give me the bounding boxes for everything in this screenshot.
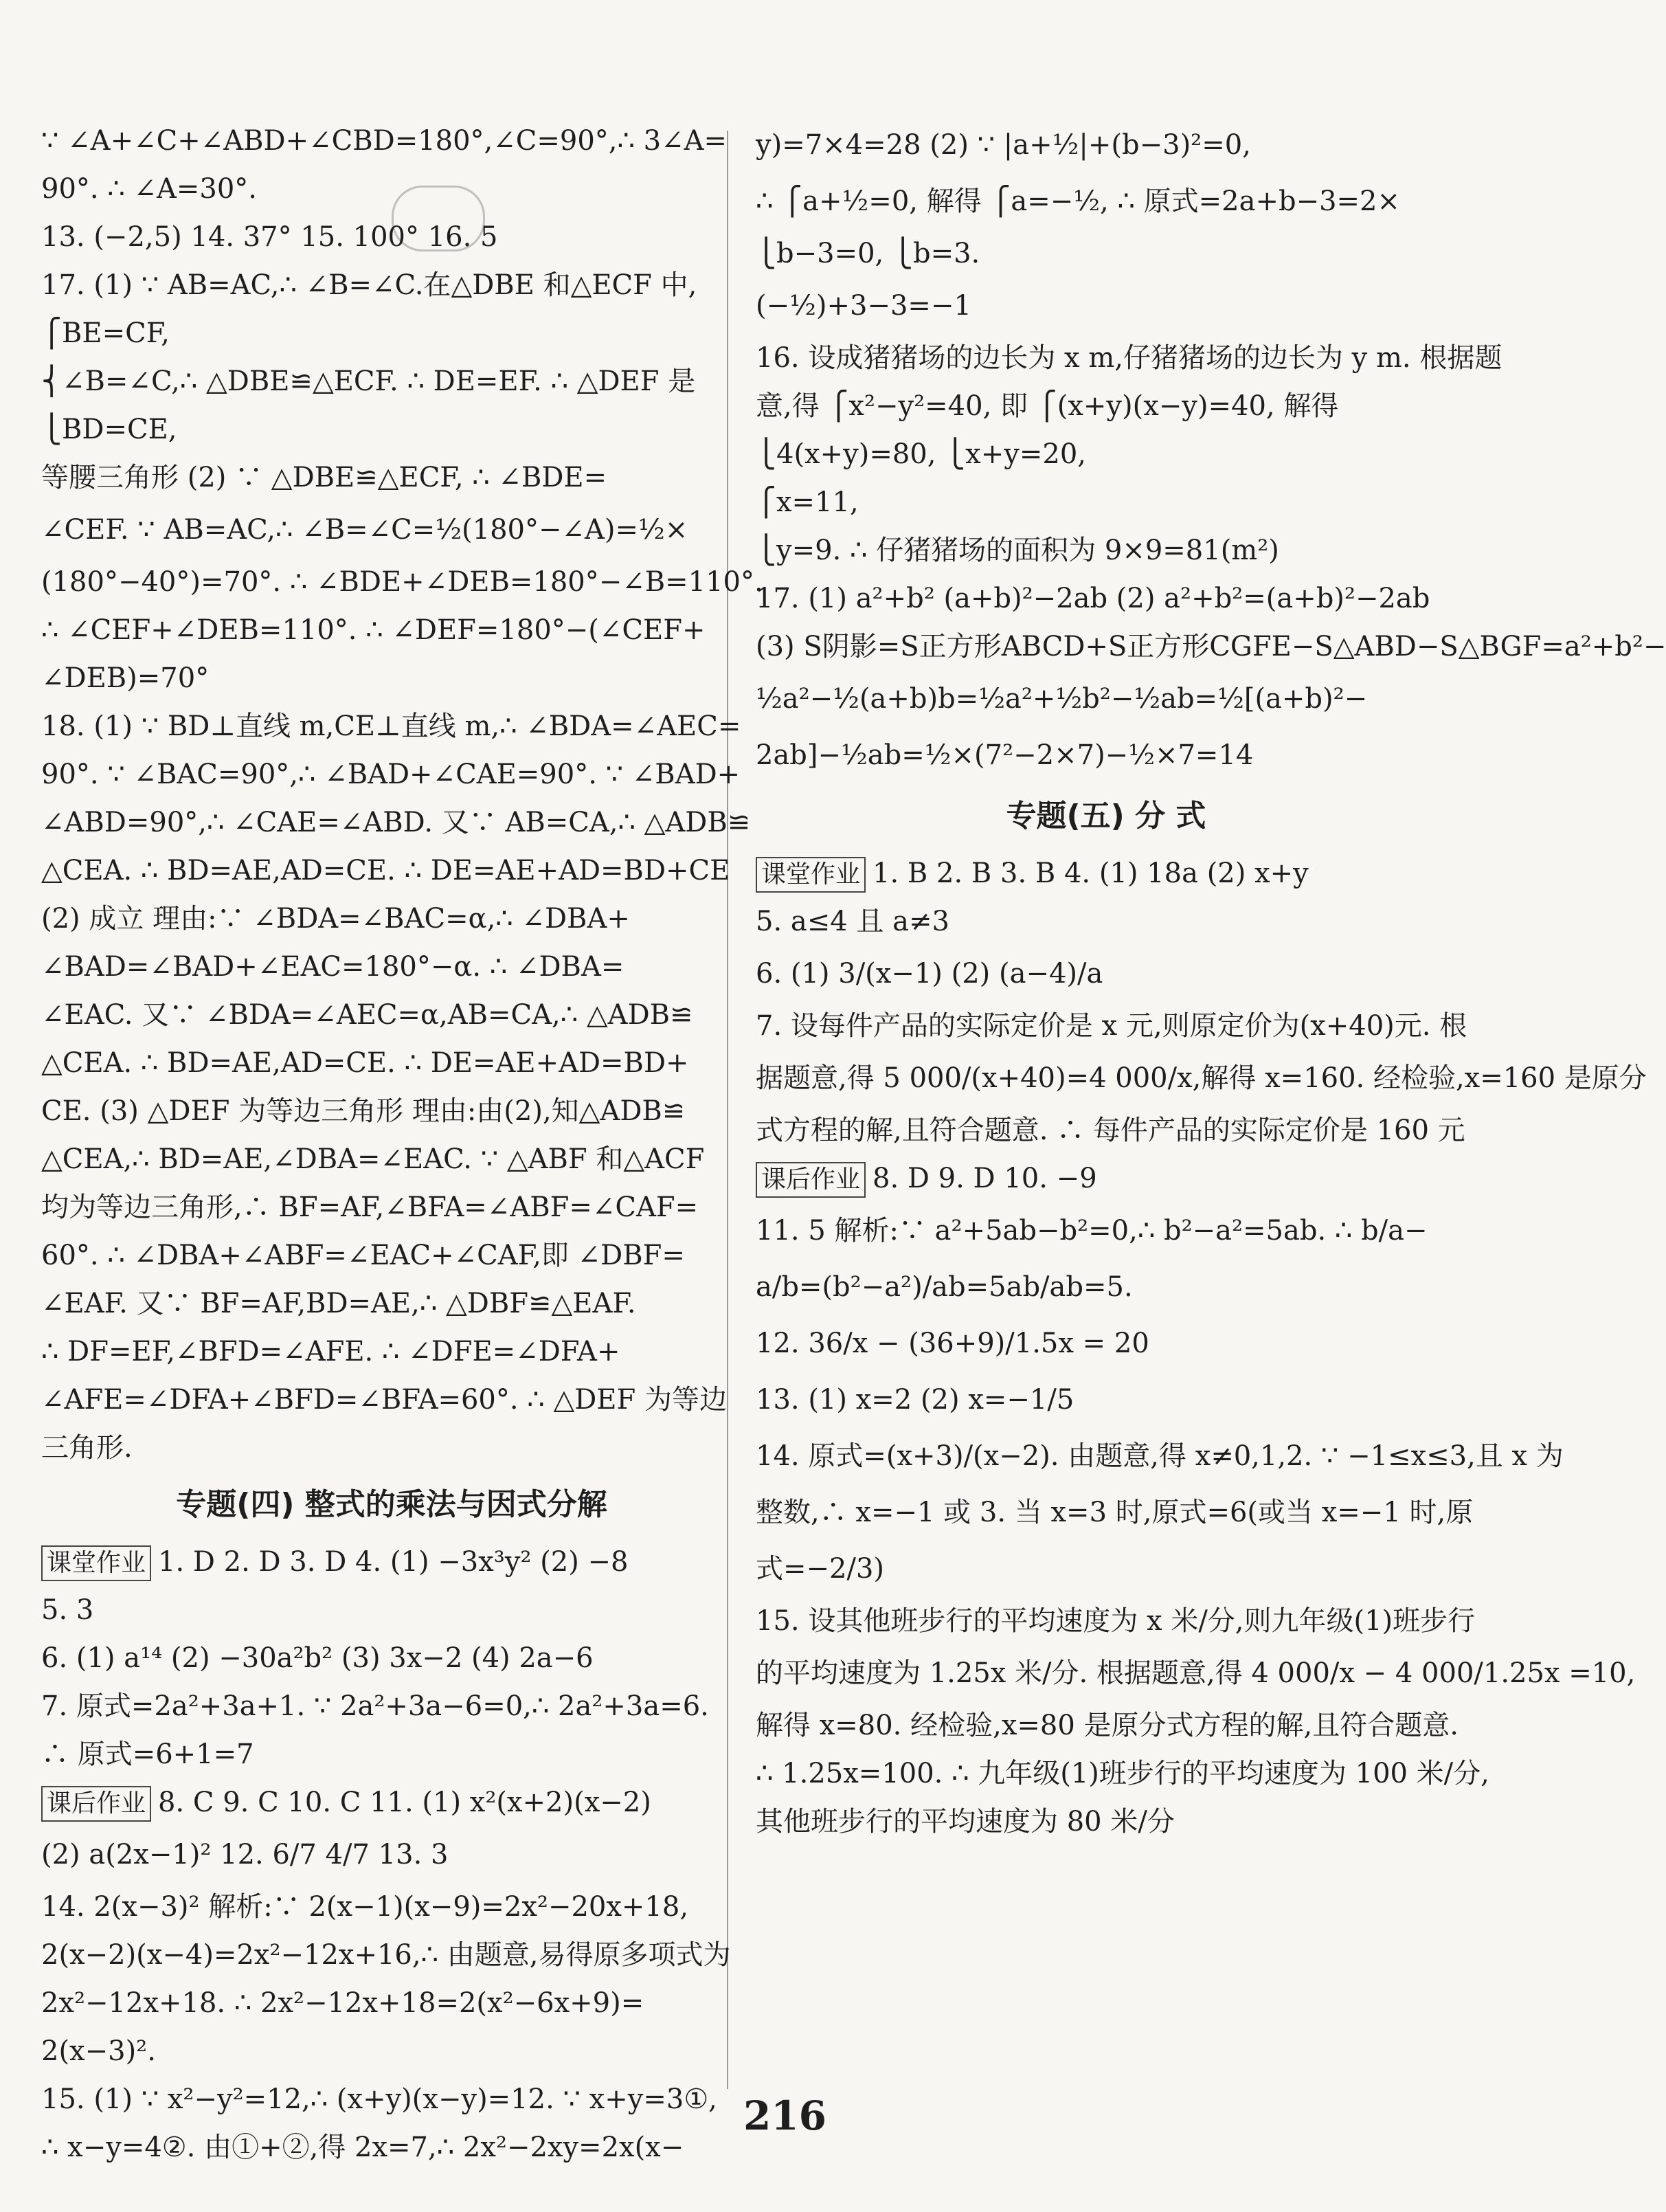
- text-line: ∠ABD=90°,∴ ∠CAE=∠ABD. 又∵ AB=CA,∴ △ADB≌: [41, 807, 751, 838]
- ketang-label: 课堂作业: [41, 1545, 151, 1581]
- text-line: 三角形.: [41, 1432, 133, 1464]
- kehou-row: [756, 1154, 1456, 1203]
- text-line: ⎩BD=CE,: [41, 414, 177, 445]
- kehou-label: 课后作业: [756, 1162, 866, 1198]
- text-line: (180°−40°)=70°. ∴ ∠BDE+∠DEB=180°−∠B=110°.: [41, 566, 763, 598]
- ketang-label: 课堂作业: [756, 857, 866, 893]
- text-line: △CEA. ∴ BD=AE,AD=CE. ∴ DE=AE+AD=BD+CE: [41, 855, 730, 886]
- text-line: 2ab]−½ab=½×(7²−2×7)−½×7=14: [756, 739, 1254, 771]
- ketang-row: [41, 1538, 742, 1586]
- text-line: ∴ x−y=4②. 由①+②,得 2x=7,∴ 2x²−2xy=2x(x−: [41, 2132, 684, 2163]
- text-line: 13. (1) x=2 (2) x=−1/5: [756, 1384, 1074, 1416]
- text-line: ∴ ∠CEF+∠DEB=110°. ∴ ∠DEF=180°−(∠CEF+: [41, 614, 706, 646]
- text-line: ∴ ⎧a+½=0, 解得 ⎧a=−½, ∴ 原式=2a+b−3=2×: [756, 186, 1401, 217]
- text-line: ∠EAF. 又∵ BF=AF,BD=AE,∴ △DBF≌△EAF.: [41, 1288, 636, 1319]
- text-line: 5. a≤4 且 a≠3: [756, 906, 949, 937]
- text-line: (2) a(2x−1)² 12. 6/7 4/7 13. 3: [41, 1839, 449, 1870]
- text-line: ∴ 1.25x=100. ∴ 九年级(1)班步行的平均速度为 100 米/分,: [756, 1758, 1489, 1789]
- text-line: (2) 成立 理由:∵ ∠BDA=∠BAC=α,∴ ∠DBA+: [41, 903, 630, 935]
- text-line: ⎩b−3=0, ⎩b=3.: [756, 238, 980, 269]
- text-line: △CEA. ∴ BD=AE,AD=CE. ∴ DE=AE+AD=BD+: [41, 1047, 689, 1079]
- text-line: 的平均速度为 1.25x 米/分. 根据题意,得 4 000/x − 4 000/1.25x =10,: [756, 1657, 1636, 1689]
- text-line: 17. (1) ∵ AB=AC,∴ ∠B=∠C.在△DBE 和△ECF 中,: [41, 269, 697, 301]
- text-line: CE. (3) △DEF 为等边三角形 理由:由(2),知△ADB≌: [41, 1095, 686, 1127]
- text-line: 17. (1) a²+b² (a+b)²−2ab (2) a²+b²=(a+b)²−2ab: [756, 583, 1430, 614]
- text-line: ∵ ∠A+∠C+∠ABD+∠CBD=180°,∠C=90°,∴ 3∠A=: [41, 125, 728, 157]
- text-line: 12. 36/x − (36+9)/1.5x = 20: [756, 1328, 1149, 1359]
- text-line: ∴ DF=EF,∠BFD=∠AFE. ∴ ∠DFE=∠DFA+: [41, 1336, 620, 1367]
- text-line: △CEA,∴ BD=AE,∠DBA=∠EAC. ∵ △ABF 和△ACF: [41, 1143, 705, 1175]
- text-line: ∴ 原式=6+1=7: [41, 1739, 254, 1770]
- text-line: 式=−2/3): [756, 1553, 885, 1585]
- ketang-row: [756, 849, 1456, 897]
- kehou-answers: 8. C 9. C 10. C 11. (1) x²(x+2)(x−2): [158, 1787, 651, 1818]
- text-line: 2(x−3)².: [41, 2035, 156, 2067]
- ketang-answers: 1. B 2. B 3. B 4. (1) 18a (2) x+y: [873, 858, 1309, 889]
- text-line: 60°. ∴ ∠DBA+∠ABF=∠EAC+∠CAF,即 ∠DBF=: [41, 1240, 685, 1271]
- text-line: 均为等边三角形,∴ BF=AF,∠BFA=∠ABF=∠CAF=: [41, 1192, 699, 1223]
- text-line: ½a²−½(a+b)b=½a²+½b²−½ab=½[(a+b)²−: [756, 683, 1368, 715]
- text-line: 13. (−2,5) 14. 37° 15. 100° 16. 5: [41, 221, 498, 253]
- text-line: 整数,∴ x=−1 或 3. 当 x=3 时,原式=6(或当 x=−1 时,原: [756, 1497, 1474, 1528]
- text-line: y)=7×4=28 (2) ∵ |a+½|+(b−3)²=0,: [756, 129, 1251, 161]
- text-line: 15. 设其他班步行的平均速度为 x 米/分,则九年级(1)班步行: [756, 1605, 1476, 1637]
- text-line: ∠CEF. ∵ AB=AC,∴ ∠B=∠C=½(180°−∠A)=½×: [41, 514, 688, 546]
- text-line: ⎩4(x+y)=80, ⎩x+y=20,: [756, 438, 1086, 470]
- text-line: 7. 原式=2a²+3a+1. ∵ 2a²+3a−6=0,∴ 2a²+3a=6.: [41, 1690, 709, 1722]
- text-line: 15. (1) ∵ x²−y²=12,∴ (x+y)(x−y)=12. ∵ x+y=3①,: [41, 2083, 717, 2115]
- text-line: ⎩y=9. ∴ 仔猪猪场的面积为 9×9=81(m²): [756, 535, 1279, 566]
- text-line: 其他班步行的平均速度为 80 米/分: [756, 1806, 1175, 1837]
- text-line: 意,得 ⎧x²−y²=40, 即 ⎧(x+y)(x−y)=40, 解得: [756, 390, 1339, 422]
- section-heading: 专题(五) 分 式: [1006, 798, 1206, 834]
- text-line: 11. 5 解析:∵ a²+5ab−b²=0,∴ b²−a²=5ab. ∴ b/a−: [756, 1215, 1428, 1247]
- section-heading: 专题(四) 整式的乘法与因式分解: [176, 1487, 607, 1522]
- text-line: ∠EAC. 又∵ ∠BDA=∠AEC=α,AB=CA,∴ △ADB≌: [41, 999, 693, 1031]
- text-line: ∠BAD=∠BAD+∠EAC=180°−α. ∴ ∠DBA=: [41, 951, 624, 983]
- text-line: 6. (1) a¹⁴ (2) −30a²b² (3) 3x−2 (4) 2a−6: [41, 1642, 594, 1674]
- text-line: 7. 设每件产品的实际定价是 x 元,则原定价为(x+40)元. 根: [756, 1010, 1467, 1042]
- text-line: 式方程的解,且符合题意. ∴ 每件产品的实际定价是 160 元: [756, 1115, 1465, 1146]
- text-line: a/b=(b²−a²)/ab=5ab/ab=5.: [756, 1271, 1133, 1303]
- ketang-answers: 1. D 2. D 3. D 4. (1) −3x³y² (2) −8: [158, 1546, 629, 1578]
- text-line: 6. (1) 3/(x−1) (2) (a−4)/a: [756, 958, 1103, 990]
- text-line: 等腰三角形 (2) ∵ △DBE≌△ECF, ∴ ∠BDE=: [41, 462, 607, 493]
- text-line: 2x²−12x+18. ∴ 2x²−12x+18=2(x²−6x+9)=: [41, 1987, 644, 2019]
- text-line: ⎧BE=CF,: [41, 317, 170, 349]
- text-line: ⎧x=11,: [756, 487, 859, 518]
- text-line: (−½)+3−3=−1: [756, 290, 971, 322]
- kehou-label: 课后作业: [41, 1786, 151, 1822]
- kehou-answers: 8. D 9. D 10. −9: [873, 1163, 1097, 1194]
- text-line: 90°. ∴ ∠A=30°.: [41, 173, 258, 205]
- text-line: 解得 x=80. 经检验,x=80 是原分式方程的解,且符合题意.: [756, 1710, 1459, 1741]
- text-line: 90°. ∵ ∠BAC=90°,∴ ∠BAD+∠CAE=90°. ∵ ∠BAD+: [41, 759, 741, 790]
- page-number: 216: [743, 2092, 827, 2139]
- text-line: 14. 原式=(x+3)/(x−2). 由题意,得 x≠0,1,2. ∵ −1≤x≤3,且 x 为: [756, 1440, 1564, 1472]
- text-line: 16. 设成猪猪场的边长为 x m,仔猪猪场的边长为 y m. 根据题: [756, 342, 1502, 374]
- text-line: 2(x−2)(x−4)=2x²−12x+16,∴ 由题意,易得原多项式为: [41, 1939, 731, 1971]
- left-column: [41, 117, 763, 2171]
- text-line: (3) S阴影=S正方形ABCD+S正方形CGFE−S△ABD−S△BGF=a²+b²−: [756, 631, 1666, 662]
- text-line: 14. 2(x−3)² 解析:∵ 2(x−1)(x−9)=2x²−20x+18,: [41, 1891, 689, 1923]
- text-line: 据题意,得 5 000/(x+40)=4 000/x,解得 x=160. 经检验,x=160 是原分: [756, 1062, 1647, 1094]
- right-column: [756, 117, 1666, 1846]
- text-line: ⎨∠B=∠C,∴ △DBE≌△ECF. ∴ DE=EF. ∴ △DEF 是: [41, 366, 696, 397]
- text-line: ∠AFE=∠DFA+∠BFD=∠BFA=60°. ∴ △DEF 为等边: [41, 1384, 727, 1416]
- kehou-row: [41, 1778, 742, 1826]
- text-line: 5. 3: [41, 1594, 94, 1626]
- text-line: ∠DEB)=70°: [41, 662, 210, 694]
- text-line: 18. (1) ∵ BD⊥直线 m,CE⊥直线 m,∴ ∠BDA=∠AEC=: [41, 711, 741, 742]
